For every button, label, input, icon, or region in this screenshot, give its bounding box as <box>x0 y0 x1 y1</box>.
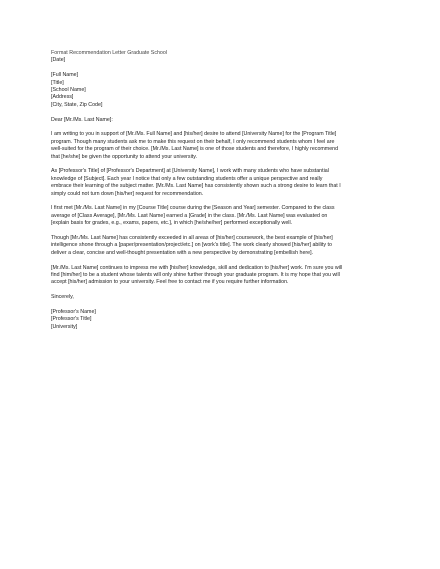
paragraph-2 <box>51 168 383 198</box>
paragraph-line: average of [Class Average], [Mr./Ms. Last Name] earned a [Grade] in the class. [Mr./Ms. Last Name] was evaluated on <box>51 212 328 219</box>
paragraph-line: [explain basis for grades, e.g., exams, papers, etc.], in which [he/she/her] performed exceptionally well. <box>51 220 293 227</box>
paragraph-line: [Mr./Ms. Last Name] continues to impress me with [his/her] knowledge, skill and dedication to [his/her] work. I'm sure you will <box>51 264 343 271</box>
paragraph-3 <box>51 205 383 227</box>
letter-date: [Date] <box>51 57 66 64</box>
paragraph-line: Though [Mr./Ms. Last Name] has consistently exceeded in all areas of [his/her] coursework, the best example of [his/her] <box>51 235 333 242</box>
paragraph-line: I first met [Mr./Ms. Last Name] in my [Course Title] course during the [Season and Year] semester. Compared to the class <box>51 205 335 212</box>
letter-body <box>51 50 383 331</box>
signature-block <box>51 309 383 331</box>
recipient-city-state-zip: [City, State, Zip Code] <box>51 101 103 108</box>
paragraph-line: accept [his/her] admission to your university. Feel free to contact me if you require further information. <box>51 279 289 286</box>
paragraph-line: that [he/she] be given the opportunity to attend your university. <box>51 153 197 160</box>
paragraph-line: well-suited for the program of their choice. [Mr./Ms. Last Name] is one of those students and therefore, I highly recommend <box>51 146 339 153</box>
signature-university: [University] <box>51 323 78 330</box>
recipient-address <box>51 72 383 109</box>
recipient-full-name: [Full Name] <box>51 72 79 79</box>
closing: Sincerely, <box>51 294 74 301</box>
recipient-title: [Title] <box>51 79 64 86</box>
paragraph-line: find [him/her] to be a student whose talents will only shine further through your graduate program. It is my hope that you will <box>51 272 340 279</box>
paragraph-line: knowledge of [Subject]. Each year I notice that only a few outstanding students offer a unique perspective and really <box>51 175 323 182</box>
recipient-address-line: [Address] <box>51 94 74 101</box>
paragraph-4 <box>51 235 383 257</box>
salutation: Dear [Mr./Ms. Last Name]: <box>51 116 113 123</box>
paragraph-line: simply could not turn down [his/her] request for recommendation. <box>51 190 204 197</box>
paragraph-5 <box>51 265 383 287</box>
paragraph-line: program. Though many students ask me to make this request on their behalf, I only recommend students whom I feel are <box>51 138 335 145</box>
paragraph-line: As [Professor's Title] of [Professor's Department] at [University Name], I work with many students who have substantial <box>51 168 329 175</box>
recipient-school-name: [School Name] <box>51 87 86 94</box>
signature-name: [Professor's Name] <box>51 309 96 316</box>
paragraph-1 <box>51 131 383 161</box>
signature-title: [Professor's Title] <box>51 316 92 323</box>
document-title: Format Recommendation Letter Graduate School <box>51 50 168 56</box>
paragraph-line: intelligence shone through a [paper/presentation/project/etc.] on [work's title]. The work clearly showed [his/her] ability to <box>51 242 332 249</box>
paragraph-line: embrace their learning of the subject matter. [Mr./Ms. Last Name] has consistently shown such a strong desire to learn that I <box>51 183 341 190</box>
paragraph-line: deliver a clear, concise and well-thought presentation with a new perspective by demonstrating [embellish here]. <box>51 249 314 256</box>
paragraph-line: I am writing to you in support of [Mr./Ms. Full Name] and [his/her] desire to attend [University Name] for the [Program Title] <box>51 131 337 138</box>
